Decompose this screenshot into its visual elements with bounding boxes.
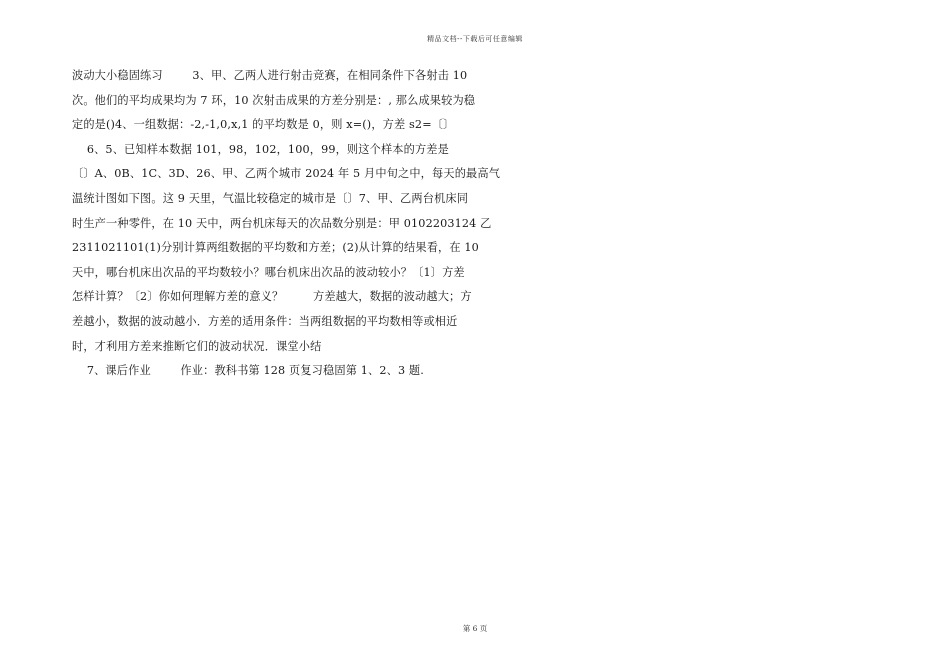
body-line: 天中，哪台机床出次品的平均数较小？哪台机床出次品的波动较小？〔1〕方差 bbox=[72, 265, 465, 279]
body-line: 定的是()4、一组数据：-2,-1,0,x,1 的平均数是 0，则 x=()，方差 s2=〔〕 bbox=[72, 118, 455, 132]
body-line: 波动大小稳固练习 3、甲、乙两人进行射击竞赛，在相同条件下各射击 10 bbox=[72, 69, 468, 82]
body-line: 2311021101(1)分别计算两组数据的平均数和方差；(2)从计算的结果看，在 10 bbox=[72, 241, 479, 255]
body-line: 温统计图如下图。这 9 天里，气温比较稳定的城市是〔〕7、甲、乙两台机床同 bbox=[72, 191, 469, 205]
body-line: 6、5、已知样本数据 101，98，102，100，99，则这个样本的方差是 bbox=[72, 142, 449, 156]
page-number: 第 6 页 bbox=[462, 624, 488, 633]
body-line: 时，才利用方差来推断它们的波动状况．课堂小结 bbox=[72, 339, 322, 353]
document-body bbox=[72, 64, 501, 384]
body-line: 时生产一种零件，在 10 天中，两台机床每天的次品数分别是：甲 0102203124 乙 bbox=[72, 216, 492, 230]
page-header: 精品文档--下载后可任意编辑 bbox=[427, 35, 523, 43]
body-line: 差越小，数据的波动越小．方差的适用条件：当两组数据的平均数相等或相近 bbox=[72, 314, 458, 328]
body-line: 〔〕A、0B、1C、3D、26、甲、乙两个城市 2024 年 5 月中旬之中，每天的最高气 bbox=[72, 167, 501, 181]
body-line: 7、课后作业 作业：教科书第 128 页复习稳固第 1、2、3 题. bbox=[72, 364, 424, 378]
body-line: 次。他们的平均成果均为 7 环，10 次射击成果的方差分别是：, 那么成果较为稳 bbox=[72, 93, 476, 107]
body-line: 怎样计算？〔2〕你如何理解方差的意义？ 方差越大，数据的波动越大；方 bbox=[72, 290, 472, 304]
